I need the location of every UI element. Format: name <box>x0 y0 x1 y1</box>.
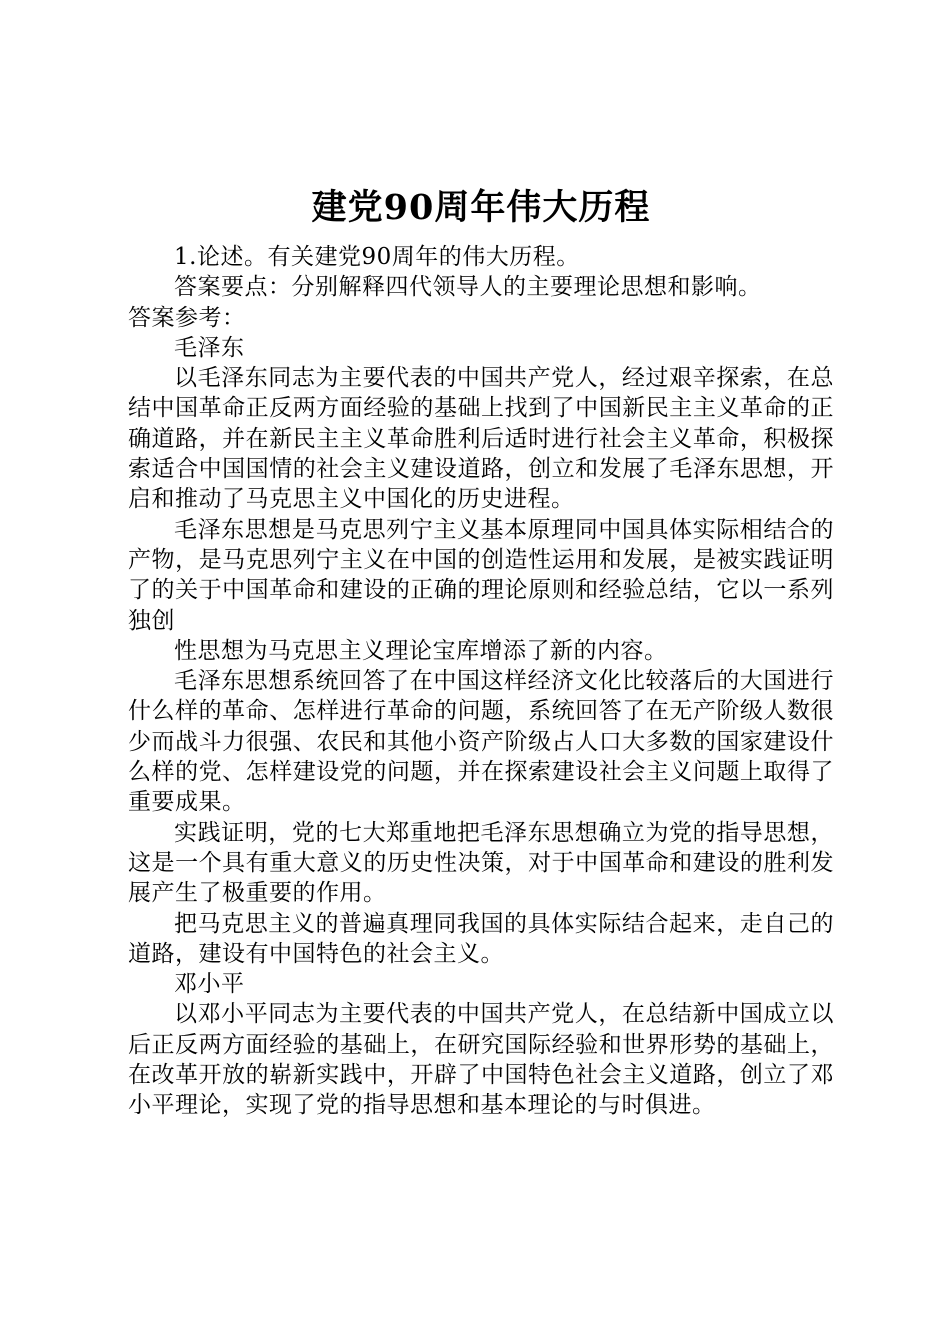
paragraph: 毛泽东思想系统回答了在中国这样经济文化比较落后的大国进行什么样的革命、怎样进行革命的问题，系统回答了在无产阶级人数很少而战斗力很强、农民和其他小资产阶级占人口大多数的国家建设什么样的党、怎样建设党的问题，并在探索建设社会主义问题上取得了重要成果。 <box>128 668 834 816</box>
paragraph: 以邓小平同志为主要代表的中国共产党人，在总结新中国成立以后正反两方面经验的基础上，在研究国际经验和世界形势的基础上，在改革开放的崭新实践中，开辟了中国特色社会主义道路，创立了邓小平理论，实现了党的指导思想和基本理论的与时俱进。 <box>128 1001 834 1119</box>
paragraph: 毛泽东思想是马克思列宁主义基本原理同中国具体实际相结合的产物，是马克思列宁主义在中国的创造性运用和发展，是被实践证明了的关于中国革命和建设的正确的理论原则和经验总结，它以一系列独创 <box>128 516 834 634</box>
paragraph: 以毛泽东同志为主要代表的中国共产党人，经过艰辛探索，在总结中国革命正反两方面经验的基础上找到了中国新民主主义革命的正确道路，并在新民主主义革命胜利后适时进行社会主义革命，积极探索适合中国国情的社会主义建设道路，创立和发展了毛泽东思想，开启和推动了马克思主义中国化的历史进程。 <box>128 365 834 513</box>
section-heading-deng: 邓小平 <box>174 971 245 998</box>
section-heading-mao: 毛泽东 <box>174 334 245 361</box>
document-title: 建党90周年伟大历程 <box>311 187 651 228</box>
question-line: 1.论述。有关建党90周年的伟大历程。 <box>174 244 580 270</box>
answer-reference-label: 答案参考： <box>128 304 246 331</box>
paragraph: 把马克思主义的普遍真理同我国的具体实际结合起来，走自己的道路，建设有中国特色的社会主义。 <box>128 910 834 967</box>
answer-key-points: 答案要点：分别解释四代领导人的主要理论思想和影响。 <box>174 274 762 301</box>
paragraph: 性思想为马克思主义理论宝库增添了新的内容。 <box>174 637 668 664</box>
document-page <box>128 186 834 1121</box>
paragraph: 实践证明，党的七大郑重地把毛泽东思想确立为党的指导思想，这是一个具有重大意义的历史性决策，对于中国革命和建设的胜利发展产生了极重要的作用。 <box>128 819 834 907</box>
